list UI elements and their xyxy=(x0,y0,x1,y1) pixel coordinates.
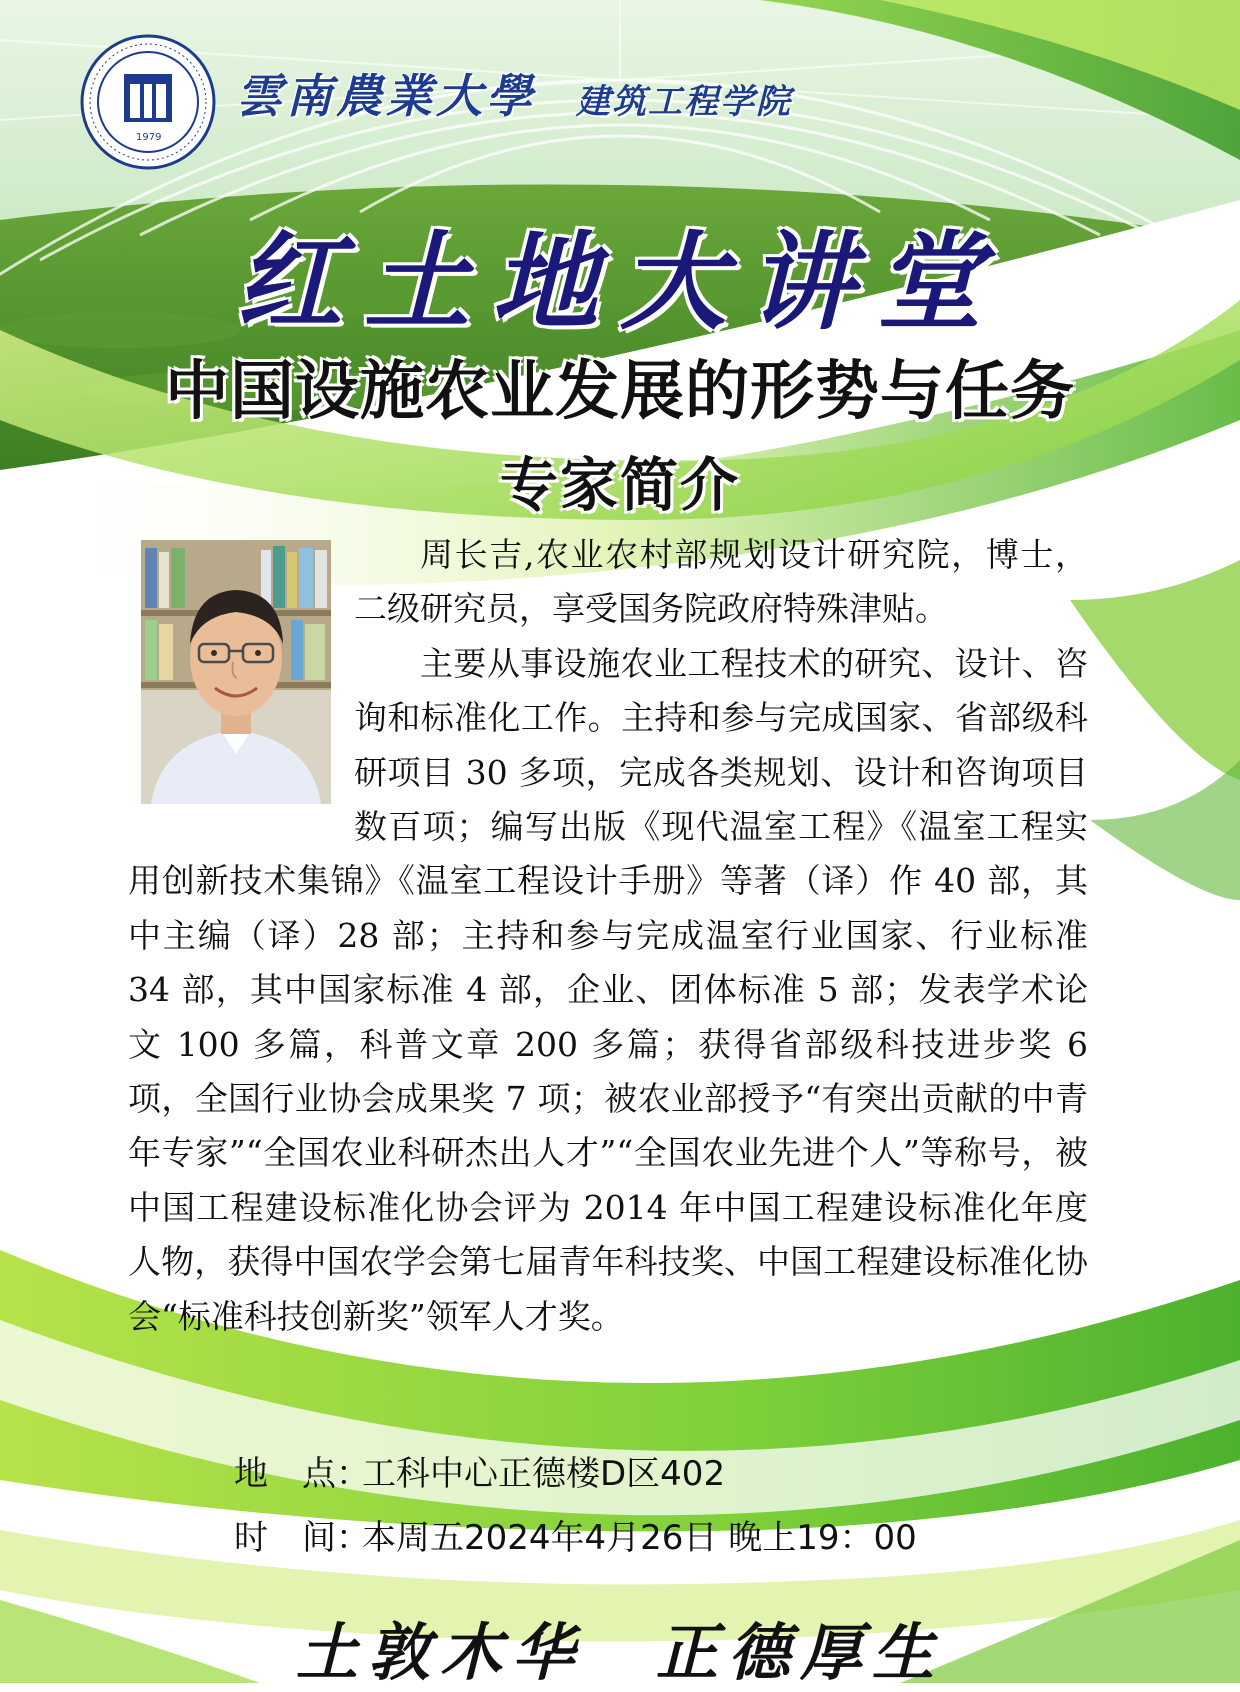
bio-paragraph-2: 主要从事设施农业工程技术的研究、设计、咨询和标准化工作。主持和参与完成国家、省部级科研项目 30 多项，完成各类规划、设计和咨询项目数百项；编写出版《现代温室工程》《温室工程实用创新技术集锦》《温室工程设计手册》等著（译）作 40 部，其中主编（译）28 部；主持和参与完成温室行业国家、行业标准 34 部，其中国家标准 4 部，企业、团体标准 5 部；发表学术论文 100 多篇，科普文章 200 多篇；获得省部级科技进步奖 6 项，全国行业协会成果奖 7 项；被农业部授予“有突出贡献的中青年专家”“全国农业科研杰出人才”“全国农业先进个人”等称号，被中国工程建设标准化协会评为 2014 年中国工程建设标准化年度人物，获得中国农学会第七届青年科技奖、中国工程建设标准化协会“标准科技创新奖”领军人才奖。 xyxy=(128,643,1088,1336)
lecture-subtitle: 中国设施农业发展的形势与任务 xyxy=(165,355,1075,429)
section-heading: 专家简介 xyxy=(499,451,740,519)
university-seal-icon xyxy=(80,34,216,170)
college-name: 建筑工程学院 xyxy=(576,82,792,122)
time-row xyxy=(234,1510,917,1559)
page-title: 红土地大讲堂 xyxy=(236,219,1004,344)
expert-bio xyxy=(128,528,1088,1344)
logo-year: 1979 xyxy=(136,132,162,143)
photo-wrap-space xyxy=(128,528,354,806)
location-row xyxy=(234,1446,725,1495)
university-name: 雲南農業大學 xyxy=(236,69,536,123)
time-label: 时 间： xyxy=(234,1518,370,1558)
location-value: 工科中心正德楼D区402 xyxy=(362,1454,726,1494)
school-motto: 土敦木华 正德厚生 xyxy=(295,1616,944,1689)
bio-paragraph-1: 周长吉,农业农村部规划设计研究院，博士，二级研究员，享受国务院政府特殊津贴。 xyxy=(354,535,1088,629)
time-value: 本周五2024年4月26日 晚上19：00 xyxy=(362,1518,917,1558)
location-label: 地 点： xyxy=(234,1454,370,1494)
